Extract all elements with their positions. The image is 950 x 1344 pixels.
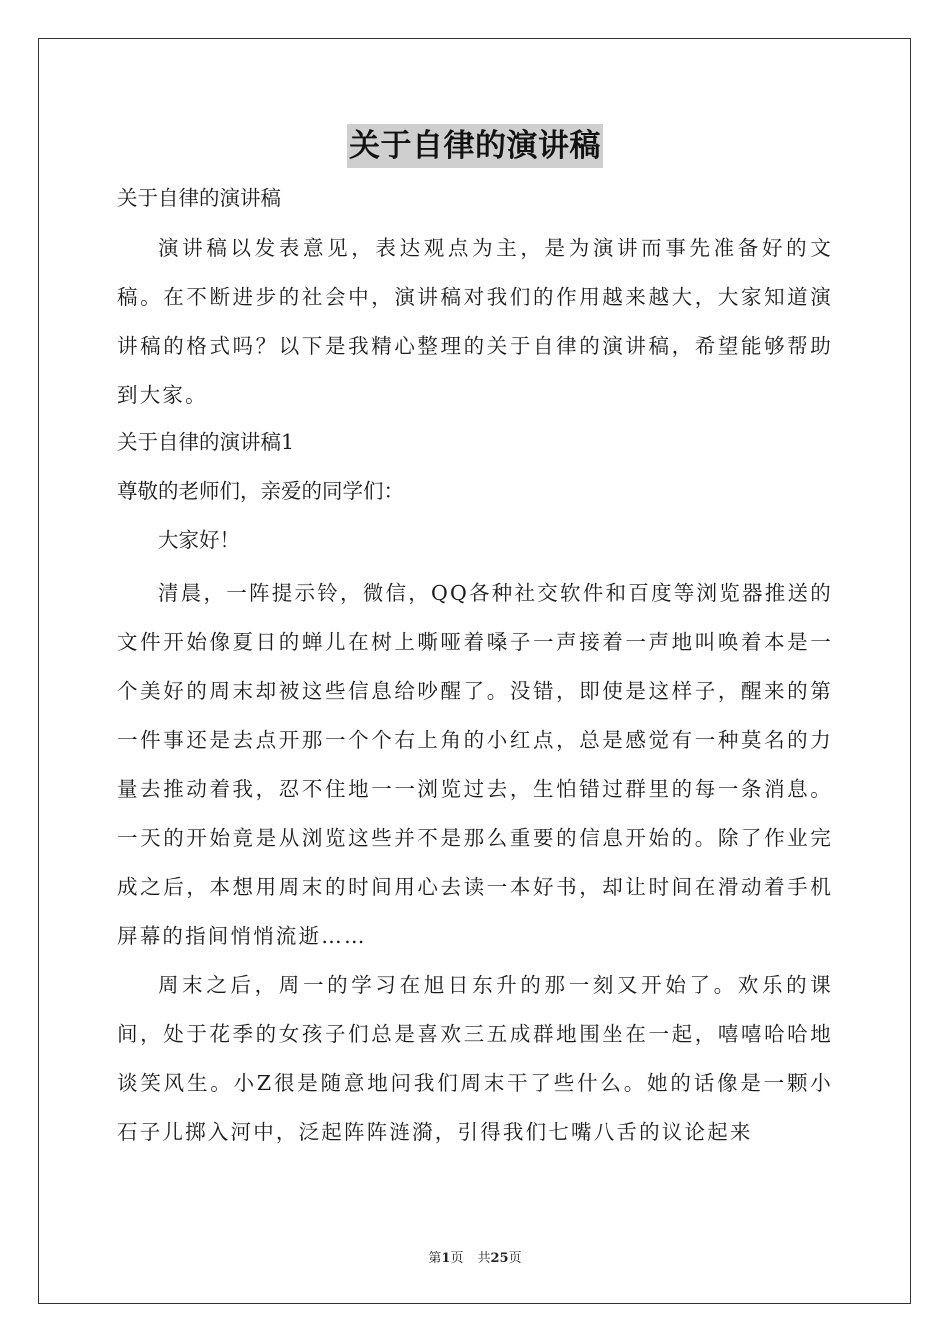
total-prefix: 共 (477, 1251, 491, 1266)
body-paragraph-2: 周末之后，周一的学习在旭日东升的那一刻又开始了。欢乐的课间，处于花季的女孩子们总是喜欢三五成群地围坐在一起，嘻嘻哈哈地谈笑风生。小Z很是随意地问我们周末干了些什么。她的话像是一颗小石子儿掷入河中，泛起阵阵涟漪，引得我们七嘴八舌的议论起来 (117, 973, 833, 1144)
title-block (117, 124, 833, 168)
subtitle: 关于自律的演讲稿 (117, 186, 281, 210)
greeting: 大家好！ (158, 528, 240, 552)
salutation: 尊敬的老师们，亲爱的同学们： (117, 479, 404, 503)
document-body (117, 124, 833, 1157)
page-title: 关于自律的演讲稿 (347, 124, 603, 168)
page-suffix: 页 (450, 1251, 464, 1266)
page-prefix: 第 (428, 1251, 442, 1266)
section-heading: 关于自律的演讲稿1 (117, 430, 295, 454)
page-footer (0, 1247, 950, 1266)
intro-paragraph: 演讲稿以发表意见，表达观点为主，是为演讲而事先准备好的文稿。在不断进步的社会中，演讲稿对我们的作用越来越大，大家知道演讲稿的格式吗？以下是我精心整理的关于自律的演讲稿，希望能够帮助到大家。 (117, 236, 833, 407)
total-suffix: 页 (508, 1251, 522, 1266)
total-pages: 25 (490, 1251, 509, 1266)
body-paragraph-1: 清晨，一阵提示铃，微信，QQ各种社交软件和百度等浏览器推送的文件开始像夏日的蝉儿在树上嘶哑着嗓子一声接着一声地叫唤着本是一个美好的周末却被这些信息给吵醒了。没错，即使是这样子，醒来的第一件事还是去点开那一个个右上角的小红点，总是感觉有一种莫名的力量去推动着我，忍不住地一一浏览过去，生怕错过群里的每一条消息。一天的开始竟是从浏览这些并不是那么重要的信息开始的。除了作业完成之后，本想用周末的时间用心去读一本好书，却让时间在滑动着手机屏幕的指间悄悄流逝…… (117, 581, 833, 948)
page-number: 1 (441, 1251, 451, 1266)
